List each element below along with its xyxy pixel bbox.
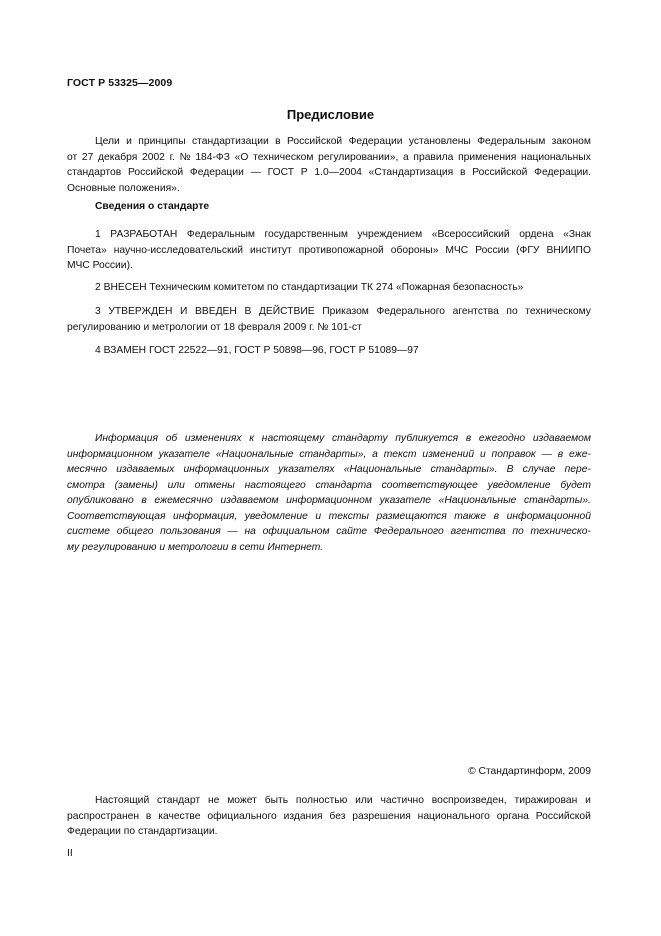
standard-info-heading: Сведения о стандарте xyxy=(95,201,210,212)
reproduction-line: Настоящий стандарт не может быть полностью или частично воспроизведен, тиражирован и xyxy=(95,795,591,806)
reproduction-line: Федерации по стандартизации. xyxy=(67,826,218,837)
notice-line: опубликовано в ежемесячно издаваемом информационном указателе «Национальные стандарты». xyxy=(67,495,591,506)
copyright-notice: © Стандартинформ, 2009 xyxy=(468,766,591,777)
item-1-developed xyxy=(67,227,591,274)
notice-line: Информация об изменениях к настоящему стандарту публикуется в ежегодно издаваемом xyxy=(95,433,591,444)
item-3-line: 3 УТВЕРЖДЕН И ВВЕДЕН В ДЕЙСТВИЕ Приказом Федерального агентства по техническому xyxy=(95,306,591,317)
intro-line: стандартов Российской Федерации — ГОСТ Р 1.0—2004 «Стандартизация в Российской Федерации. xyxy=(67,167,591,178)
intro-line: Цели и принципы стандартизации в Российской Федерации установлены Федеральным законом xyxy=(95,136,591,147)
notice-line: смотра (замены) или отмены настоящего стандарта соответствующее уведомление будет xyxy=(67,479,591,491)
item-1-line: Почета» научно-исследовательский институт противопожарной обороны» МЧС России (ФГУ ВНИИПО xyxy=(67,244,591,256)
notice-line: Соответствующая информация, уведомление и тексты размещаются также в информационной xyxy=(67,510,591,522)
item-4-replaces: 4 ВЗАМЕН ГОСТ 22522—91, ГОСТ Р 50898—96, ГОСТ Р 51089—97 xyxy=(95,345,419,356)
foreword-title: Предисловие xyxy=(286,107,375,122)
item-1-line: МЧС России). xyxy=(67,260,133,271)
intro-line: Основные положения». xyxy=(67,182,180,194)
item-3-line: регулированию и метрологии от 18 февраля 2009 г. № 101-ст xyxy=(67,321,362,333)
reproduction-notice xyxy=(67,793,591,840)
notice-line: му регулированию и метрологии в сети Интернет. xyxy=(67,541,324,553)
item-3-approved xyxy=(67,304,591,335)
changes-notice xyxy=(67,431,591,555)
notice-line: информационном указателе «Национальные стандарты», а текст изменений и поправок — в еже- xyxy=(67,448,591,460)
document-code: ГОСТ Р 53325—2009 xyxy=(67,77,173,89)
item-1-line: 1 РАЗРАБОТАН Федеральным государственным учреждением «Всероссийский ордена «Знак xyxy=(95,229,591,240)
notice-line: месячно издаваемых информационных указателях «Национальные стандарты». В случае пере- xyxy=(67,464,591,475)
intro-paragraph xyxy=(67,134,591,196)
item-2-submitted: 2 ВНЕСЕН Техническим комитетом по стандартизации ТК 274 «Пожарная безопасность» xyxy=(95,282,524,293)
intro-line: от 27 декабря 2002 г. № 184-ФЗ «О техническом регулировании», а правила применения национальных xyxy=(67,151,591,163)
page-number: II xyxy=(67,848,73,859)
notice-line: системе общего пользования — на официальном сайте Федерального агентства по техническо- xyxy=(67,526,591,537)
reproduction-line: распространен в качестве официального издания без разрешения национального органа Российской xyxy=(67,810,591,822)
